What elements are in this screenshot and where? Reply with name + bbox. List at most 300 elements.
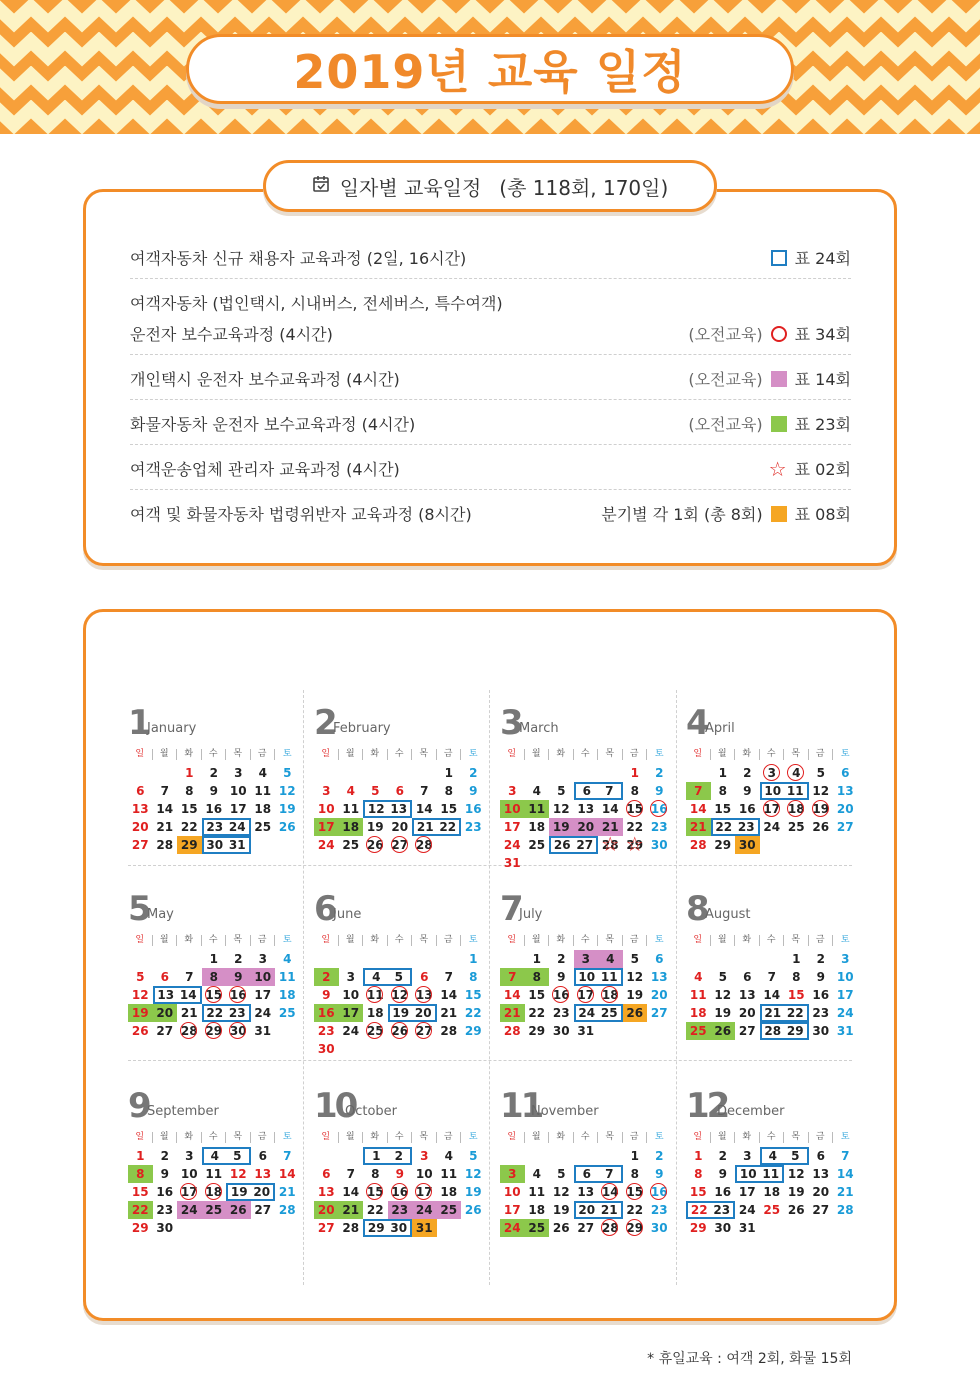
day-cell: 15: [528, 988, 546, 1002]
schedule-row: [130, 399, 851, 445]
day-cell: 2: [718, 1149, 727, 1163]
day-cell: 14: [156, 802, 174, 816]
month-number: 5: [128, 889, 149, 929]
weekday-header: [314, 747, 486, 762]
month-name: August: [705, 907, 751, 922]
day-cell: 21: [412, 818, 437, 836]
month-header: [314, 886, 486, 929]
day-cell: 23: [735, 818, 760, 836]
day-cell: 9: [718, 1167, 727, 1181]
row-label: 여객운송업체 관리자 교육과정 (4시간): [130, 460, 400, 479]
day-cell: 19: [388, 1004, 413, 1022]
day-cell: 30: [812, 1024, 830, 1038]
day-cell: 1: [532, 952, 541, 966]
day-cell: 8: [469, 970, 478, 984]
day-cell: 12: [714, 988, 732, 1002]
empty-cell: [686, 764, 711, 782]
weekday-label: 수: [388, 749, 413, 760]
day-cell: 20: [251, 1183, 276, 1201]
day-cell: 23: [711, 1201, 736, 1219]
day-cell: 24: [763, 820, 781, 834]
weekday-label: 화: [735, 749, 760, 760]
day-cell: 26: [812, 820, 830, 834]
day-cell: 9: [469, 784, 478, 798]
day-cell: 10: [760, 782, 785, 800]
day-cell: 29: [202, 1022, 227, 1040]
day-grid: [686, 764, 858, 854]
empty-cell: [549, 1147, 574, 1165]
day-cell: 11: [342, 802, 360, 816]
empty-cell: [128, 764, 153, 782]
day-cell: 31: [577, 1024, 595, 1038]
day-cell: 5: [816, 766, 825, 780]
weekday-label: 화: [735, 1132, 760, 1143]
day-cell: 24: [503, 838, 521, 852]
empty-cell: [500, 950, 525, 968]
day-cell: 20: [836, 802, 854, 816]
month-april: [686, 700, 858, 854]
pink-box-icon: [771, 371, 787, 387]
weekday-label: 수: [388, 1132, 413, 1143]
empty-cell: [525, 764, 550, 782]
day-cell: 8: [630, 784, 639, 798]
weekday-label: 월: [525, 1132, 550, 1143]
day-cell: 11: [278, 970, 296, 984]
day-cell: 16: [738, 802, 756, 816]
day-cell: 20: [391, 820, 409, 834]
day-cell: 19: [549, 818, 574, 836]
day-cell: 26: [549, 836, 574, 854]
weekday-label: 금: [809, 935, 834, 946]
day-cell: 13: [317, 1185, 335, 1199]
day-cell: 13: [577, 1185, 595, 1199]
day-cell: 21: [278, 1185, 296, 1199]
day-cell: 25: [254, 820, 272, 834]
day-cell: 16: [464, 802, 482, 816]
day-cell: 8: [202, 968, 227, 986]
day-cell: 28: [689, 838, 707, 852]
day-cell: 14: [601, 802, 619, 816]
day-cell: 26: [131, 1024, 149, 1038]
day-cell: 2: [234, 952, 243, 966]
weekday-label: 화: [735, 935, 760, 946]
day-cell: 6: [655, 952, 664, 966]
month-march: [500, 700, 672, 872]
day-cell: 14: [503, 988, 521, 1002]
row-label: 개인택시 운전자 보수교육과정 (4시간): [130, 370, 400, 389]
row-count: 표 23회: [794, 415, 851, 434]
day-cell: 20: [153, 1004, 178, 1022]
day-cell: 26: [711, 1022, 736, 1040]
day-cell: 5: [557, 1167, 566, 1181]
day-cell: 5: [283, 766, 292, 780]
day-cell: 24: [226, 818, 251, 836]
day-cell: 4: [532, 784, 541, 798]
day-cell: 8: [371, 1167, 380, 1181]
day-cell: 20: [650, 988, 668, 1002]
day-cell: 21: [500, 1004, 525, 1022]
day-cell: 6: [395, 784, 404, 798]
weekday-label: 일: [686, 749, 711, 760]
weekday-header: [128, 1130, 300, 1145]
day-cell: 11: [525, 800, 550, 818]
day-cell: 8: [718, 784, 727, 798]
day-grid: [128, 1147, 300, 1237]
day-cell: 2: [816, 952, 825, 966]
empty-cell: [153, 764, 178, 782]
day-cell: 11: [528, 1185, 546, 1199]
day-cell: 1: [444, 766, 453, 780]
row-label: 여객자동차 (법인택시, 시내버스, 전세버스, 특수여객): [130, 294, 503, 313]
day-cell: 12: [552, 1185, 570, 1199]
day-cell: 7: [160, 784, 169, 798]
schedule-row: [130, 278, 851, 355]
day-cell: 7: [686, 782, 711, 800]
day-cell: 18: [689, 1006, 707, 1020]
row-count: 표 24회: [794, 249, 851, 268]
day-cell: 23: [552, 1006, 570, 1020]
weekday-header: [686, 747, 858, 762]
weekday-label: 토: [840, 749, 850, 759]
month-name: October: [345, 1104, 398, 1119]
day-cell: 26: [278, 820, 296, 834]
day-cell: 1: [792, 952, 801, 966]
day-cell: 24: [317, 838, 335, 852]
month-name: December: [717, 1104, 785, 1119]
month-number: 11: [500, 1086, 542, 1126]
day-cell: 17: [503, 1203, 521, 1217]
day-cell: 4: [346, 784, 355, 798]
weekday-label: 화: [363, 1132, 388, 1143]
day-cell: 24: [738, 1203, 756, 1217]
weekday-label: 월: [153, 1132, 178, 1143]
day-cell: 2: [160, 1149, 169, 1163]
day-cell: 1: [694, 1149, 703, 1163]
month-number: 9: [128, 1086, 149, 1126]
month-header: [686, 1083, 858, 1126]
weekday-label: 금: [623, 1132, 648, 1143]
day-cell: 10: [836, 970, 854, 984]
day-cell: 19: [128, 1004, 153, 1022]
footnote: * 휴일교육 : 여객 2회, 화물 15회: [647, 1351, 852, 1367]
day-cell: 19: [366, 820, 384, 834]
day-cell: 12: [278, 784, 296, 798]
month-number: 4: [686, 703, 707, 743]
day-cell: 7: [185, 970, 194, 984]
weekday-label: 목: [226, 749, 251, 760]
row-count: 표 02회: [794, 460, 851, 479]
day-cell: 8: [128, 1165, 153, 1183]
weekday-label: 목: [412, 935, 437, 946]
day-cell: 3: [760, 764, 785, 782]
day-cell: 16: [226, 986, 251, 1004]
day-cell: 11: [784, 782, 809, 800]
day-cell: 27: [412, 1022, 437, 1040]
day-cell: 23: [650, 1203, 668, 1217]
row-label: 여객 및 화물자동차 법령위반자 교육과정 (8시간): [130, 505, 472, 524]
day-cell: 1: [363, 1147, 388, 1165]
day-grid: [500, 1147, 672, 1237]
weekday-label: 금: [623, 749, 648, 760]
day-cell: 31: [412, 1219, 437, 1237]
weekday-label: 수: [760, 935, 785, 946]
day-cell: 2: [655, 1149, 664, 1163]
day-cell: 11: [440, 1167, 458, 1181]
day-grid: [500, 950, 672, 1040]
month-name: April: [705, 721, 735, 736]
day-cell: 27: [812, 1203, 830, 1217]
month-number: 1: [128, 703, 149, 743]
month-name: June: [333, 907, 362, 922]
day-cell: 27: [388, 836, 413, 854]
empty-cell: [760, 950, 785, 968]
day-cell: 28: [760, 1022, 785, 1040]
divider: [128, 865, 852, 866]
day-cell: 8: [630, 1167, 639, 1181]
weekday-label: 수: [760, 1132, 785, 1143]
day-cell: 26: [787, 1203, 805, 1217]
day-cell: 17: [503, 820, 521, 834]
day-cell: 6: [258, 1149, 267, 1163]
day-cell: 18: [202, 1183, 227, 1201]
empty-cell: [363, 950, 388, 968]
day-cell: 11: [598, 968, 623, 986]
day-grid: [128, 950, 300, 1040]
day-cell: 13: [577, 802, 595, 816]
day-cell: 12: [388, 986, 413, 1004]
weekday-label: 토: [282, 935, 292, 945]
day-cell: 26: [363, 836, 388, 854]
month-name: September: [147, 1104, 219, 1119]
day-cell: 20: [314, 1201, 339, 1219]
day-cell: 30: [226, 1022, 251, 1040]
day-cell: 25: [525, 1219, 550, 1237]
day-cell: 6: [743, 970, 752, 984]
day-cell: 6: [841, 766, 850, 780]
weekday-label: 일: [314, 935, 339, 946]
weekday-label: 일: [500, 1132, 525, 1143]
day-cell: 20: [738, 1006, 756, 1020]
day-cell: 22: [686, 1201, 711, 1219]
day-cell: 3: [500, 1165, 525, 1183]
month-header: [686, 886, 858, 929]
day-cell: 19: [809, 800, 834, 818]
day-cell: 28: [412, 836, 437, 854]
month-header: [128, 1083, 300, 1126]
day-cell: 18: [339, 818, 364, 836]
empty-cell: [598, 1147, 623, 1165]
day-cell: 30: [735, 836, 760, 854]
day-cell: 18: [528, 1203, 546, 1217]
empty-cell: [153, 950, 178, 968]
weekday-header: [128, 933, 300, 948]
day-cell: 2: [209, 766, 218, 780]
day-cell: 21: [598, 1201, 623, 1219]
day-cell: 10: [500, 800, 525, 818]
day-cell: 30: [552, 1024, 570, 1038]
weekday-label: 목: [784, 1132, 809, 1143]
weekday-label: 토: [468, 1132, 478, 1142]
month-november: [500, 1083, 672, 1237]
day-cell: 6: [574, 1165, 599, 1183]
day-cell: 28: [440, 1024, 458, 1038]
month-may: [128, 886, 300, 1040]
month-name: May: [147, 907, 174, 922]
day-cell: 26: [552, 1221, 570, 1235]
day-grid: [128, 764, 300, 854]
day-cell: 15: [202, 986, 227, 1004]
day-cell: 23: [156, 1203, 174, 1217]
weekday-label: 목: [226, 1132, 251, 1143]
day-cell: 15: [689, 1185, 707, 1199]
day-cell: 18: [528, 820, 546, 834]
day-cell: 5: [784, 1147, 809, 1165]
day-grid: [500, 764, 672, 872]
day-grid: [314, 950, 486, 1058]
day-cell: 13: [738, 988, 756, 1002]
day-cell: 28 ☆: [598, 836, 623, 854]
star-icon: ☆: [768, 456, 787, 481]
day-cell: 23: [317, 1024, 335, 1038]
day-cell: 16: [714, 1185, 732, 1199]
day-cell: 3: [258, 952, 267, 966]
day-cell: 7: [420, 784, 429, 798]
day-cell: 15: [623, 1183, 648, 1201]
day-cell: 14: [598, 1183, 623, 1201]
day-cell: 15: [440, 802, 458, 816]
day-cell: 29: [528, 1024, 546, 1038]
empty-cell: [412, 950, 437, 968]
weekday-label: 수: [574, 935, 599, 946]
day-cell: 4: [283, 952, 292, 966]
empty-cell: [314, 1147, 339, 1165]
day-cell: 22: [528, 1006, 546, 1020]
month-january: [128, 700, 300, 854]
day-cell: 17: [254, 988, 272, 1002]
day-cell: 4: [202, 1147, 227, 1165]
row-note: (오전교육): [688, 325, 763, 344]
day-cell: 4: [363, 968, 388, 986]
calendar-check-icon: [312, 174, 330, 198]
weekday-label: 수: [574, 749, 599, 760]
day-cell: 30: [714, 1221, 732, 1235]
day-cell: 18: [763, 1185, 781, 1199]
day-cell: 17: [738, 1185, 756, 1199]
day-cell: 3: [234, 766, 243, 780]
day-cell: 27: [156, 1024, 174, 1038]
weekday-label: 화: [177, 935, 202, 946]
day-cell: 9: [655, 784, 664, 798]
day-cell: 6: [136, 784, 145, 798]
day-cell: 21: [180, 1006, 198, 1020]
empty-cell: [500, 1147, 525, 1165]
month-number: 2: [314, 703, 335, 743]
day-cell: 22: [464, 1006, 482, 1020]
month-header: [500, 1083, 672, 1126]
month-september: [128, 1083, 300, 1237]
day-cell: 21: [760, 1004, 785, 1022]
day-cell: 11: [205, 1167, 223, 1181]
day-cell: 19: [787, 1185, 805, 1199]
day-cell: 27: [836, 820, 854, 834]
day-cell: 13: [388, 800, 413, 818]
day-cell: 22: [711, 818, 736, 836]
day-cell: 23: [650, 820, 668, 834]
month-october: [314, 1083, 486, 1237]
day-cell: 2: [557, 952, 566, 966]
month-name: November: [531, 1104, 599, 1119]
weekday-label: 토: [282, 749, 292, 759]
month-august: [686, 886, 858, 1040]
empty-cell: [686, 950, 711, 968]
day-cell: 4: [694, 970, 703, 984]
day-cell: 17: [574, 986, 599, 1004]
day-cell: 16: [549, 986, 574, 1004]
day-cell: 26: [623, 1004, 648, 1022]
day-cell: 31: [836, 1024, 854, 1038]
day-cell: 7: [346, 1167, 355, 1181]
row-label: 화물자동차 운전자 보수교육과정 (4시간): [130, 415, 416, 434]
empty-cell: [598, 764, 623, 782]
divider: [303, 690, 304, 1285]
weekday-label: 토: [840, 1132, 850, 1142]
row-label-line2: 운전자 보수교육과정 (4시간): [130, 325, 333, 344]
header-banner: [0, 0, 980, 134]
day-cell: 25: [202, 1201, 227, 1219]
day-cell: 12: [464, 1167, 482, 1181]
day-cell: 3: [185, 1149, 194, 1163]
month-december: [686, 1083, 858, 1237]
day-cell: 18: [598, 986, 623, 1004]
day-grid: [314, 1147, 486, 1237]
month-number: 8: [686, 889, 707, 929]
weekday-header: [314, 933, 486, 948]
day-cell: 10: [251, 968, 276, 986]
weekday-header: [500, 933, 672, 948]
weekday-label: 목: [784, 749, 809, 760]
day-cell: 5: [388, 968, 413, 986]
weekday-label: 목: [226, 935, 251, 946]
day-cell: 30: [388, 1219, 413, 1237]
day-cell: 9: [557, 970, 566, 984]
day-cell: 6: [160, 970, 169, 984]
day-cell: 27: [131, 838, 149, 852]
day-cell: 29: [689, 1221, 707, 1235]
weekday-label: 일: [314, 749, 339, 760]
weekday-label: 금: [251, 749, 276, 760]
weekday-label: 월: [711, 935, 736, 946]
day-grid: [686, 1147, 858, 1237]
weekday-label: 화: [549, 1132, 574, 1143]
day-cell: 6: [816, 1149, 825, 1163]
day-cell: 17: [177, 1183, 202, 1201]
weekday-header: [500, 747, 672, 762]
month-name: February: [333, 721, 391, 736]
weekday-label: 목: [412, 1132, 437, 1143]
day-cell: 25: [598, 1004, 623, 1022]
day-cell: 15: [464, 988, 482, 1002]
month-header: [128, 886, 300, 929]
day-cell: 17: [314, 818, 339, 836]
day-cell: 3: [574, 950, 599, 968]
day-cell: 17: [229, 802, 247, 816]
day-cell: 2: [314, 968, 339, 986]
day-cell: 1: [209, 952, 218, 966]
day-cell: 22: [626, 820, 644, 834]
month-header: [314, 700, 486, 743]
empty-cell: [412, 764, 437, 782]
month-number: 3: [500, 703, 521, 743]
